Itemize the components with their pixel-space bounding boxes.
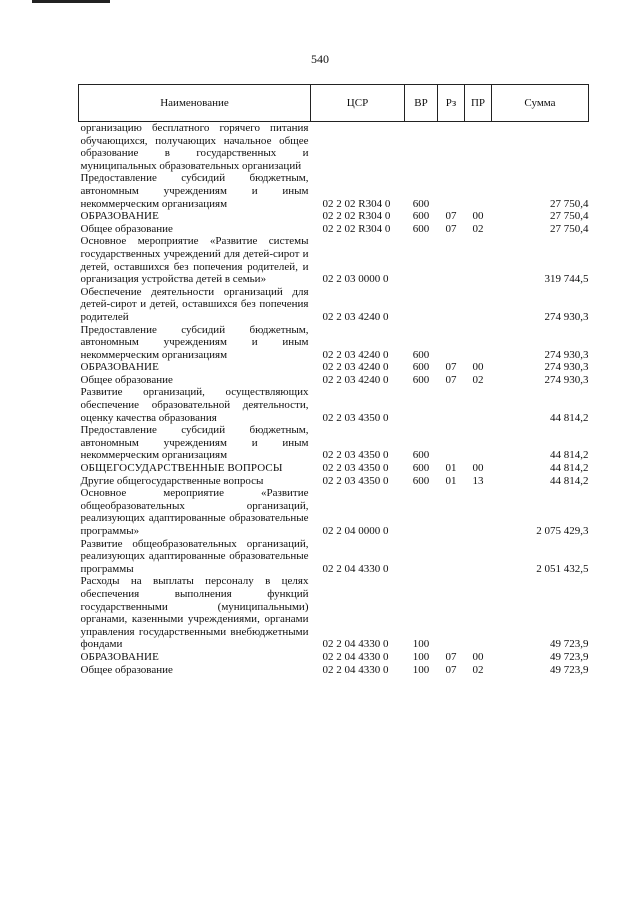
row-csr: 02 2 02 R304 0 (322, 222, 391, 235)
row-vr: 100 (412, 663, 430, 676)
table-row (79, 210, 589, 223)
row-vr: 600 (412, 222, 430, 235)
row-vr: 600 (412, 462, 430, 475)
row-sum: 44 814,2 (550, 474, 589, 487)
row-csr: 02 2 03 4350 0 (322, 474, 389, 487)
row-pr: 00 (472, 462, 484, 475)
row-csr: 02 2 04 4330 0 (322, 562, 389, 575)
table-row (79, 462, 589, 475)
row-sum: 44 814,2 (550, 462, 589, 475)
row-sum: 49 723,9 (550, 650, 589, 663)
row-vr: 600 (412, 197, 430, 210)
row-vr: 100 (412, 638, 430, 651)
row-name: Основное мероприятие «Развитие общеобразовательных организаций, реализующих адаптированные образовательные программы» (80, 487, 309, 537)
row-sum: 49 723,9 (550, 663, 589, 676)
budget-table (78, 84, 589, 676)
row-name: Основное мероприятие «Развитие системы государственных учреждений для детей-сирот и детей, оставшихся без попечения родителей, и организация устройства детей в семьи» (80, 235, 309, 286)
table-body (79, 122, 589, 677)
row-csr: 02 2 03 4350 0 (322, 449, 389, 462)
row-vr: 600 (412, 373, 430, 386)
table-row (79, 235, 589, 285)
row-pr (465, 286, 492, 324)
top-edge-mark (32, 0, 110, 3)
row-name: ОБРАЗОВАНИЕ (80, 650, 159, 663)
table-row (79, 575, 589, 651)
table-row (79, 386, 589, 424)
row-vr (405, 286, 438, 324)
page-number: 540 (311, 52, 329, 66)
row-rz (438, 575, 465, 651)
table-row (79, 361, 589, 374)
row-csr: 02 2 04 4330 0 (322, 663, 389, 676)
header-sum: Сумма (492, 85, 589, 122)
row-pr (465, 575, 492, 651)
row-pr: 02 (472, 663, 484, 676)
table-row (79, 172, 589, 210)
row-sum: 319 744,5 (544, 273, 589, 286)
row-name: Расходы на выплаты персоналу в целях обеспечения выполнения функций государственными (муниципальными) органами, казенными учреждениями, органами управления государственными внебюджетными фондами (80, 575, 309, 651)
row-pr (465, 122, 492, 173)
row-vr (405, 386, 438, 424)
row-name: Общее образование (80, 663, 173, 676)
row-name: Предоставление субсидий бюджетным, автономным учреждениям и иным некоммерческим организациям (80, 424, 309, 462)
row-rz: 07 (445, 222, 457, 235)
row-pr: 02 (472, 373, 484, 386)
row-csr: 02 2 03 4240 0 (322, 361, 389, 374)
row-sum: 27 750,4 (550, 197, 589, 210)
row-sum (492, 122, 589, 173)
row-name: Развитие общеобразовательных организаций, реализующих адаптированные образовательные программы (80, 537, 309, 575)
row-rz: 01 (445, 474, 457, 487)
row-name: Обеспечение деятельности организаций для детей-сирот и детей, оставшихся без попечения родителей (80, 285, 309, 323)
row-name: ОБРАЗОВАНИЕ (80, 210, 159, 223)
row-pr: 00 (472, 650, 484, 663)
row-csr: 02 2 03 4240 0 (322, 348, 389, 361)
row-sum: 27 750,4 (550, 210, 589, 223)
row-rz (438, 324, 465, 362)
row-sum: 274 930,3 (544, 348, 589, 361)
row-rz (438, 538, 465, 576)
row-pr: 00 (472, 361, 484, 374)
row-name: Предоставление субсидий бюджетным, автономным учреждениям и иным некоммерческим организациям (80, 172, 309, 210)
row-vr: 100 (412, 650, 430, 663)
row-name: Общее образование (80, 222, 173, 235)
row-rz (438, 286, 465, 324)
row-csr: 02 2 03 4240 0 (322, 373, 389, 386)
row-name: Предоставление субсидий бюджетным, автономным учреждениям и иным некоммерческим организациям (80, 323, 309, 361)
table-row (79, 487, 589, 537)
row-vr (405, 487, 438, 537)
row-csr (311, 122, 405, 173)
row-csr: 02 2 02 R304 0 (322, 210, 391, 223)
row-csr: 02 2 04 4330 0 (322, 650, 389, 663)
row-rz: 07 (445, 373, 457, 386)
header-name: Наименование (79, 85, 311, 122)
row-sum: 49 723,9 (550, 638, 589, 651)
row-name: Общее образование (80, 373, 173, 386)
row-sum: 27 750,4 (550, 222, 589, 235)
row-sum: 274 930,3 (544, 310, 589, 323)
row-pr: 00 (472, 210, 484, 223)
row-rz: 01 (445, 462, 457, 475)
row-vr: 600 (412, 361, 430, 374)
row-pr (465, 538, 492, 576)
row-rz (438, 122, 465, 173)
row-sum: 2 075 429,3 (536, 525, 589, 537)
row-sum: 44 814,2 (550, 449, 589, 462)
row-vr: 600 (412, 210, 430, 223)
table-row (79, 122, 589, 173)
row-vr: 600 (412, 348, 430, 361)
header-csr: ЦСР (311, 85, 405, 122)
table-row (79, 475, 589, 488)
table-row (79, 286, 589, 324)
row-pr (465, 424, 492, 462)
row-name: организацию бесплатного горячего питания обучающихся, получающих начальное общее образование в государственных и муниципальных образовательных организаций (80, 122, 309, 172)
row-csr: 02 2 03 4350 0 (322, 462, 389, 475)
table-row (79, 424, 589, 462)
row-pr (465, 386, 492, 424)
row-sum: 44 814,2 (550, 411, 589, 424)
table-row (79, 223, 589, 236)
row-pr (465, 487, 492, 537)
row-rz: 07 (445, 663, 457, 676)
row-rz (438, 172, 465, 210)
row-csr: 02 2 03 0000 0 (322, 273, 389, 286)
row-pr (465, 235, 492, 285)
row-vr (405, 235, 438, 285)
row-csr: 02 2 03 4350 0 (322, 411, 389, 424)
row-rz (438, 235, 465, 285)
row-pr (465, 324, 492, 362)
row-sum: 274 930,3 (544, 361, 589, 374)
row-csr: 02 2 04 4330 0 (322, 638, 389, 651)
row-pr: 13 (472, 474, 484, 487)
row-csr: 02 2 02 R304 0 (322, 197, 391, 210)
row-vr: 600 (412, 449, 430, 462)
row-vr (405, 122, 438, 173)
table-header (79, 85, 589, 122)
row-csr: 02 2 03 4240 0 (322, 310, 389, 323)
header-rz: Рз (438, 85, 465, 122)
row-sum: 274 930,3 (544, 373, 589, 386)
table-row (79, 651, 589, 664)
row-name: Другие общегосударственные вопросы (80, 474, 264, 487)
table-row (79, 374, 589, 387)
row-rz (438, 386, 465, 424)
row-vr: 600 (412, 474, 430, 487)
row-rz: 07 (445, 361, 457, 374)
header-pr: ПР (465, 85, 492, 122)
row-rz (438, 487, 465, 537)
row-pr (465, 172, 492, 210)
row-rz (438, 424, 465, 462)
table-row (79, 538, 589, 576)
row-pr: 02 (472, 222, 484, 235)
row-sum: 2 051 432,5 (536, 562, 589, 575)
row-csr: 02 2 04 0000 0 (322, 525, 389, 537)
row-rz: 07 (445, 650, 457, 663)
row-name: ОБРАЗОВАНИЕ (80, 361, 159, 374)
row-name: Развитие организаций, осуществляющих обеспечение образовательной деятельности, оценку качества образования (80, 386, 309, 424)
row-name: ОБЩЕГОСУДАРСТВЕННЫЕ ВОПРОСЫ (80, 462, 283, 475)
row-vr (405, 538, 438, 576)
header-vr: ВР (405, 85, 438, 122)
table-row (79, 324, 589, 362)
row-rz: 07 (445, 210, 457, 223)
table-row (79, 664, 589, 677)
